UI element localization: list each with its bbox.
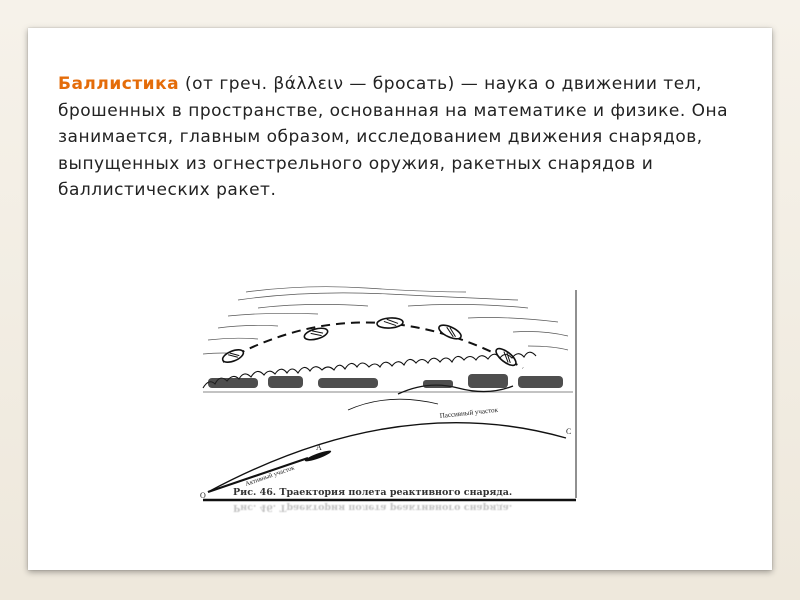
label-point-c: C	[566, 427, 572, 436]
label-origin: O	[200, 491, 206, 500]
definition-text: (от греч. βάλλειν — бросать) — наука о движении тел, брошенных в пространстве, основанная на математике и физике. Она занимается, главным образом, исследованием движения снарядов, выпущенных из огнестрельного оружия, ракетных снарядов и баллистических ракет.	[58, 74, 729, 200]
rocket-3	[377, 317, 404, 329]
figure-caption-reflection: Рис. 46. Траектория полета реактивного снаряда.	[233, 502, 513, 513]
rocket-5	[493, 346, 518, 369]
label-active-segment: Активный участок	[244, 464, 296, 488]
figure-caption: Рис. 46. Траектория полета реактивного снаряда.	[233, 487, 513, 498]
trajectory-figure	[168, 260, 588, 548]
rocket-1	[221, 347, 245, 365]
flight-path-dashed	[223, 322, 523, 368]
definition-paragraph	[58, 71, 748, 204]
rocket-4	[437, 322, 463, 341]
term-ballistics: Баллистика	[58, 74, 180, 94]
label-point-a: A	[316, 443, 322, 452]
landscape	[203, 352, 573, 410]
slide	[28, 28, 772, 570]
landscape-shading	[208, 374, 563, 388]
reflection-fade	[198, 525, 578, 547]
label-passive-segment: Пассивный участок	[439, 405, 499, 420]
